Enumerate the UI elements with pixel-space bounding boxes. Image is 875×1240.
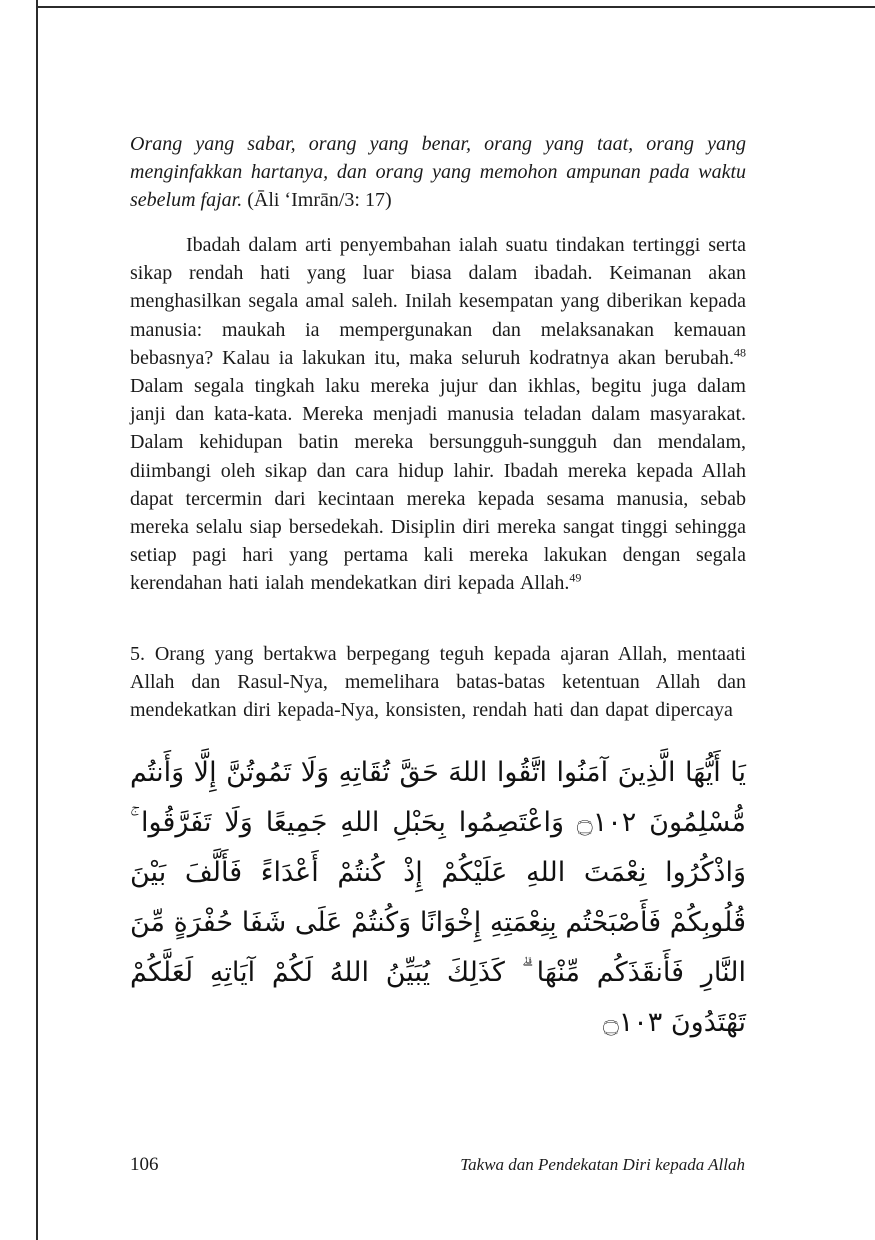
page-content: [130, 130, 746, 1048]
body-paragraph: [130, 231, 746, 598]
scan-border-top: [38, 6, 875, 8]
quote-paragraph: [130, 130, 746, 214]
page-footer: [130, 1154, 745, 1176]
page-number: 106: [130, 1154, 159, 1175]
running-title: Takwa dan Pendekatan Diri kepada Allah: [460, 1155, 745, 1174]
body-text-part1: Ibadah dalam arti penyembahan ialah suatu tindakan tertinggi serta sikap rendah hati yang luar biasa dalam ibadah. Keimanan akan menghasilkan segala amal saleh. Inilah kesempatan yang diberikan kepada manusia: maukah ia mempergunakan dan melaksanakan kemauan bebasnya? Kalau ia lakukan itu, maka seluruh kodratnya akan berubah.: [130, 234, 746, 369]
footnote-ref-48: 48: [734, 345, 746, 360]
quran-verse-arabic: يَا أَيُّهَا الَّذِينَ آمَنُوا اتَّقُوا اللهَ حَقَّ تُقَاتِهِ وَلَا تَمُوتُنَّ إِلَّا وَأَنتُم مُّسْلِمُونَ ۝١٠٢ وَاعْتَصِمُوا بِحَبْلِ اللهِ جَمِيعًا وَلَا تَفَرَّقُوا ۚ وَاذْكُرُوا نِعْمَتَ اللهِ عَلَيْكُمْ إِذْ كُنتُمْ أَعْدَاءً فَأَلَّفَ بَيْنَ قُلُوبِكُمْ فَأَصْبَحْتُم بِنِعْمَتِهِ إِخْوَانًا وَكُنتُمْ عَلَى شَفَا حُفْرَةٍ مِّنَ النَّارِ فَأَنقَذَكُم مِّنْهَا ۗ كَذَلِكَ يُبَيِّنُ اللهُ لَكُمْ آيَاتِهِ لَعَلَّكُمْ تَهْتَدُونَ ۝١٠٣: [130, 757, 746, 1039]
quote-reference: (Āli ‘Imrān/3: 17): [242, 189, 392, 211]
body-text-part2: Dalam segala tingkah laku mereka jujur dan ikhlas, begitu juga dalam janji dan kata-kata. Mereka menjadi manusia teladan dalam masyarakat. Dalam kehidupan batin mereka bersungguh-sungguh dan mendalam, diimbangi oleh sikap dan cara hidup lahir. Ibadah mereka kepada Allah dapat tercermin dari kecintaan mereka kepada sesama manusia, sebab mereka selalu siap bersedekah. Disiplin diri mereka sangat tinggi sehingga setiap pagi hari yang pertama kali mereka lakukan dengan segala kerendahan hati ialah mendekatkan diri kepada Allah.: [130, 375, 746, 595]
quote-text: Orang yang sabar, orang yang benar, orang yang taat, orang yang menginfakkan hartanya, dan orang yang memohon ampunan pada waktu sebelum fajar.: [130, 133, 746, 211]
list-item-5: 5. Orang yang bertakwa berpegang teguh kepada ajaran Allah, mentaati Allah dan Rasul-Nya, memelihara batas-batas ketentuan Allah dan mendekatkan diri kepada-Nya, konsisten, rendah hati dan dapat dipercaya: [130, 642, 746, 722]
scan-border-left: [36, 0, 38, 1240]
footnote-ref-49: 49: [569, 570, 582, 585]
